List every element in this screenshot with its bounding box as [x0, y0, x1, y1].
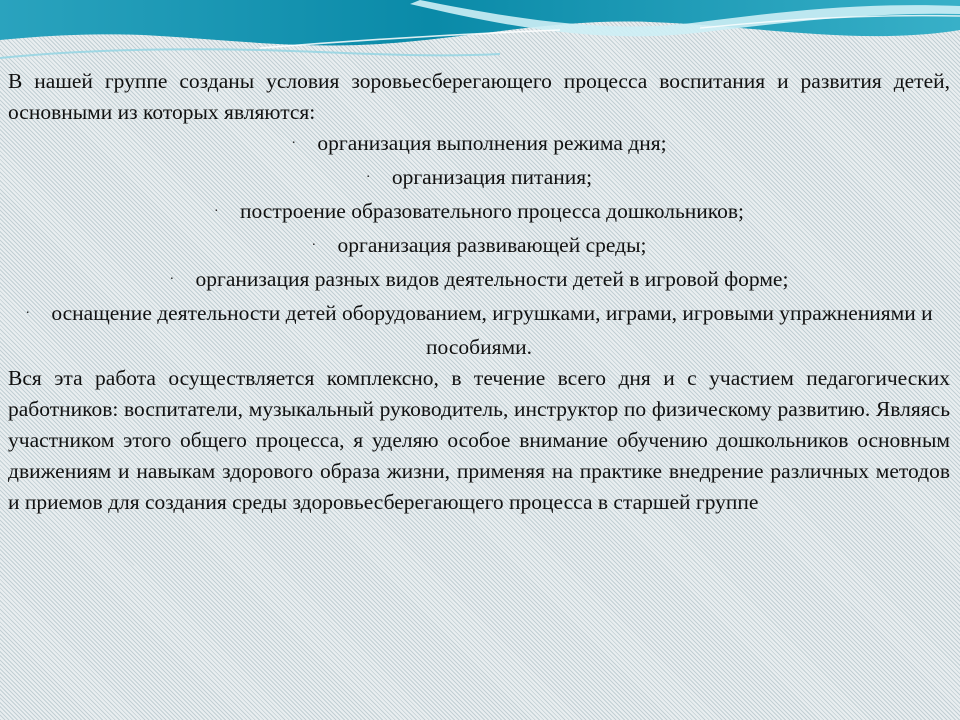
list-item [8, 230, 950, 264]
list-item-text: организация развивающей среды; [337, 233, 647, 257]
list-item [8, 298, 950, 363]
wave-white-line-2 [0, 49, 500, 58]
list-item-text: организация питания; [391, 165, 593, 189]
bullet-marker: · [169, 272, 175, 287]
bullet-marker: · [291, 136, 297, 151]
bullet-marker: · [25, 306, 30, 321]
list-item-text: организация выполнения режима дня; [317, 131, 667, 155]
list-item [8, 196, 950, 230]
conclusion-paragraph: Вся эта работа осуществляется комплексно, в течение всего дня и с участием педагогических работников: воспитатели, музыкальный руководитель, инструктор по физическому развитию. Являясь участником этого общего процесса, я уделяю особое внимание обучению дошкольников основным движениям и навыкам здорового образа жизни, применяя на практике внедрение различных методов и приемов для создания среды здоровьесберегающего процесса в старшей группе [8, 366, 950, 514]
bullet-marker: · [213, 204, 219, 219]
list-item-text: организация разных видов деятельности детей в игровой форме; [195, 267, 789, 291]
list-item-text: оснащение деятельности детей оборудованием, игрушками, играми, игровыми упражнениями и пособиями. [51, 301, 933, 359]
intro-paragraph: В нашей группе созданы условия зоровьесберегающего процесса воспитания и развития детей, основными из которых являются: [8, 69, 950, 124]
list-item-text: построение образовательного процесса дошкольников; [239, 199, 744, 223]
list-item [8, 128, 950, 162]
list-item [8, 264, 950, 298]
list-item [8, 162, 950, 196]
bullet-marker: · [311, 238, 317, 253]
bullet-marker: · [365, 170, 371, 185]
content-text [8, 66, 950, 518]
wave-dark-band [0, 0, 960, 45]
conditions-list [8, 128, 950, 363]
